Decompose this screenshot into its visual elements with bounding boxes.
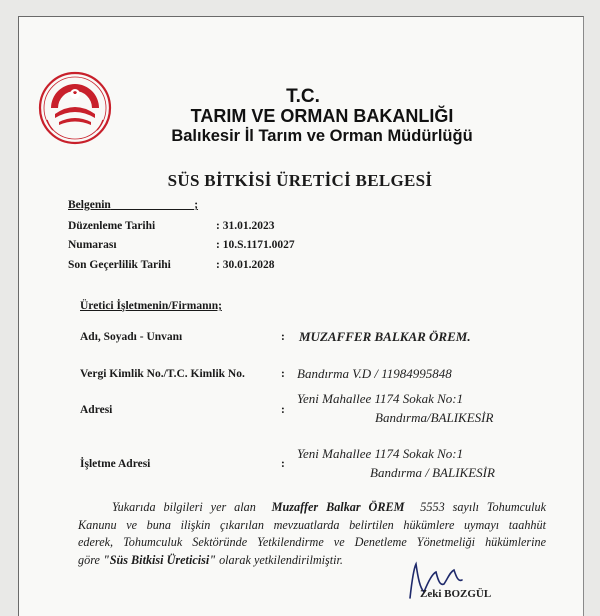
issue-date-value: : 31.01.2023 [216, 220, 275, 232]
expiry-date-label: Son Geçerlilik Tarihi [68, 259, 171, 271]
address-line1: Yeni Mahallee 1174 Sokak No:1 [297, 391, 464, 406]
header-ministry: TARIM VE ORMAN BAKANLIĞI [190, 106, 454, 126]
name-value: MUZAFFER BALKAR ÖREM. [299, 329, 471, 344]
name-label: Adı, Soyadı - Unvanı [80, 331, 183, 343]
issue-date-label: Düzenleme Tarihi [68, 220, 156, 232]
header-directorate: Balıkesir İl Tarım ve Orman Müdürlüğü [171, 127, 473, 145]
statement-line-3: ederek, Tohumculuk Sektöründe Yetkilendirme ve Denetleme Yönetmeliği hükümlerine [78, 535, 546, 549]
tax-label: Vergi Kimlik No./T.C. Kimlik No. [80, 368, 245, 380]
name-colon: : [281, 331, 285, 343]
business-address-colon: : [281, 458, 285, 470]
address-colon: : [281, 404, 285, 416]
business-address-label: İşletme Adresi [80, 458, 151, 470]
certificate-section-label: Belgenin ; [68, 199, 199, 211]
signature-name: Zeki BOZGÜL [420, 588, 492, 600]
business-address-line1: Yeni Mahallee 1174 Sokak No:1 [297, 446, 464, 461]
statement-paragraph [78, 499, 546, 569]
statement-line-4: göre "Süs Bitkisi Üreticisi" olarak yetkilendirilmiştir. [78, 552, 343, 567]
tax-colon: : [281, 368, 285, 380]
expiry-date-value: : 30.01.2028 [216, 259, 275, 271]
producer-section-label: Üretici İşletmenin/Firmanın; [80, 300, 222, 312]
statement-line-2: Kanunu ve buna ilişkin çıkarılan mevzuatlarda belirtilen hükümlere uymayı taahhüt [78, 517, 546, 532]
business-address-line2: Bandırma / BALIKESİR [370, 465, 495, 480]
address-line2: Bandırma/BALIKESİR [375, 410, 494, 425]
number-value: : 10.S.1171.0027 [216, 239, 295, 251]
tax-value: Bandırma V.D / 11984995848 [297, 366, 452, 381]
address-label: Adresi [80, 404, 113, 416]
number-label: Numarası [68, 239, 117, 251]
statement-line-1: Yukarıda bilgileri yer alan Muzaffer Balkar ÖREM 5553 sayılı Tohumculuk [112, 500, 547, 514]
header-tc: T.C. [286, 86, 320, 107]
document-title: SÜS BİTKİSİ ÜRETİCİ BELGESİ [167, 171, 433, 190]
